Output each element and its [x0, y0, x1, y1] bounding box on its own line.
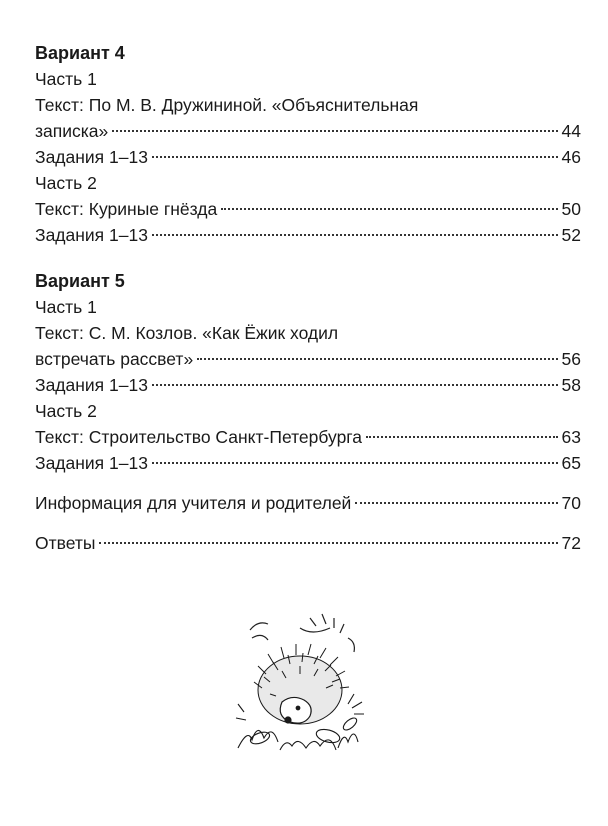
variant-5-part-1: Часть 1	[35, 297, 97, 317]
dot-leader	[152, 384, 558, 386]
page-number: 50	[561, 199, 581, 219]
dot-leader	[355, 502, 557, 504]
page-number: 70	[561, 493, 581, 513]
toc-entry[interactable]	[35, 424, 581, 450]
toc-entry[interactable]	[35, 144, 581, 170]
toc-entry-label: Задания 1–13	[35, 225, 148, 245]
toc-entry-label: записка»	[35, 121, 109, 141]
page-number: 63	[561, 427, 581, 447]
variant-4-text-1-title: Текст: По М. В. Дружининой. «Объяснительная	[35, 95, 419, 115]
page-number: 65	[561, 453, 581, 473]
table-of-contents	[35, 40, 581, 556]
variant-5-heading: Вариант 5	[35, 271, 125, 291]
toc-entry-info[interactable]	[35, 490, 581, 516]
page-number: 46	[561, 147, 581, 167]
dot-leader	[99, 542, 557, 544]
toc-entry-label: встречать рассвет»	[35, 349, 194, 369]
dot-leader	[152, 234, 558, 236]
section-spacer	[35, 476, 581, 490]
dot-leader	[112, 130, 557, 132]
page-number: 44	[561, 121, 581, 141]
variant-4-part-1: Часть 1	[35, 69, 97, 89]
variant-4-part-2: Часть 2	[35, 173, 97, 193]
toc-entry[interactable]	[35, 222, 581, 248]
toc-entry-label: Задания 1–13	[35, 375, 148, 395]
page-number: 58	[561, 375, 581, 395]
toc-entry-label: Задания 1–13	[35, 453, 148, 473]
toc-entry[interactable]	[35, 196, 581, 222]
dot-leader	[152, 156, 558, 158]
toc-entry-label: Текст: Строительство Санкт-Петербурга	[35, 427, 363, 447]
dot-leader	[152, 462, 558, 464]
variant-4-heading: Вариант 4	[35, 43, 125, 63]
toc-entry[interactable]	[35, 118, 581, 144]
section-spacer	[35, 516, 581, 530]
dot-leader	[197, 358, 557, 360]
toc-entry-answers[interactable]	[35, 530, 581, 556]
variant-5-text-1-title: Текст: С. М. Козлов. «Как Ёжик ходил	[35, 323, 339, 343]
toc-entry[interactable]	[35, 372, 581, 398]
dot-leader	[366, 436, 558, 438]
toc-entry-label: Задания 1–13	[35, 147, 148, 167]
page-number: 72	[561, 533, 581, 553]
dot-leader	[221, 208, 557, 210]
toc-entry-label: Ответы	[35, 533, 96, 553]
hedgehog-illustration	[230, 608, 370, 758]
toc-entry-label: Информация для учителя и родителей	[35, 493, 352, 513]
toc-entry-label: Текст: Куриные гнёзда	[35, 199, 218, 219]
toc-entry[interactable]	[35, 450, 581, 476]
toc-entry[interactable]	[35, 346, 581, 372]
variant-5-part-2: Часть 2	[35, 401, 97, 421]
page-number: 52	[561, 225, 581, 245]
section-spacer	[35, 248, 581, 268]
page-number: 56	[561, 349, 581, 369]
